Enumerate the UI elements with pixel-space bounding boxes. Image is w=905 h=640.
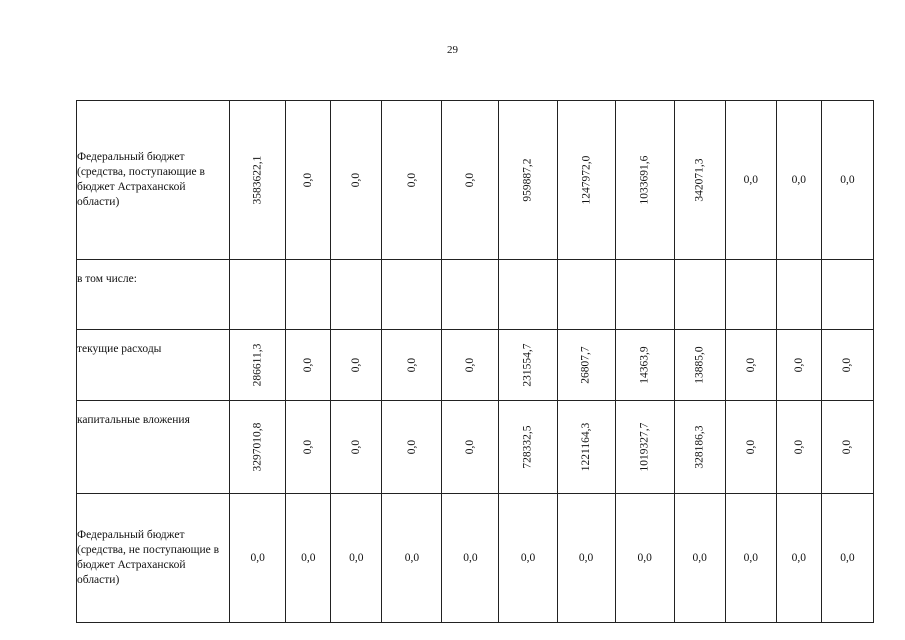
value-cell xyxy=(674,401,725,494)
row-label: капитальные вложения xyxy=(77,414,190,426)
table-row xyxy=(77,401,874,494)
cell-value: 0,0 xyxy=(792,439,805,455)
cell-value: 3297010,8 xyxy=(251,422,264,472)
cell-value: 286611,3 xyxy=(251,343,264,387)
value-cell-inner xyxy=(382,401,441,493)
value-cell xyxy=(557,494,615,623)
cell-value: 0,0 xyxy=(350,439,363,455)
table-row xyxy=(77,330,874,401)
value-cell xyxy=(615,494,674,623)
value-cell xyxy=(382,330,442,401)
row-label: Федеральный бюджет (средства, не поступающие в бюджет Астраханской области) xyxy=(77,529,220,586)
value-cell xyxy=(557,260,615,330)
cell-value: 0,0 xyxy=(791,552,806,564)
cell-value: 1221164,3 xyxy=(580,422,593,472)
cell-value: 0,0 xyxy=(404,552,420,564)
value-cell-inner xyxy=(675,101,725,259)
cell-value: 26807,7 xyxy=(580,346,593,384)
value-cell xyxy=(230,401,286,494)
value-cell xyxy=(499,401,557,494)
value-cell xyxy=(442,401,499,494)
cell-value: 959887,2 xyxy=(522,158,535,202)
value-cell-inner xyxy=(230,101,285,259)
table-row xyxy=(77,260,874,330)
cell-value: 0,0 xyxy=(349,552,364,564)
cell-value: 0,0 xyxy=(841,357,854,373)
value-cell xyxy=(499,330,557,401)
value-cell-inner xyxy=(822,260,873,329)
cell-value: 0,0 xyxy=(405,357,418,373)
cell-value: 231554,7 xyxy=(522,343,535,387)
value-cell xyxy=(331,401,382,494)
value-cell xyxy=(557,401,615,494)
cell-value: 0,0 xyxy=(250,552,265,564)
cell-value: 0,0 xyxy=(840,174,855,186)
value-cell xyxy=(442,494,499,623)
value-cell-inner xyxy=(331,260,381,329)
value-cell-inner xyxy=(777,401,821,493)
budget-table xyxy=(76,100,874,623)
value-cell-inner xyxy=(616,330,674,400)
cell-value: 0,0 xyxy=(791,174,806,186)
cell-value: 0,0 xyxy=(302,357,315,373)
cell-value: 0,0 xyxy=(464,439,477,455)
row-label-cell xyxy=(77,260,230,330)
value-cell xyxy=(674,260,725,330)
value-cell-inner xyxy=(442,101,498,259)
value-cell xyxy=(499,494,557,623)
value-cell xyxy=(821,401,873,494)
row-label: текущие расходы xyxy=(77,343,162,355)
value-cell xyxy=(286,330,331,401)
value-cell-inner xyxy=(822,330,873,400)
value-cell xyxy=(442,330,499,401)
value-cell xyxy=(286,401,331,494)
cell-value: 0,0 xyxy=(744,439,757,455)
value-cell xyxy=(557,101,615,260)
value-cell xyxy=(382,260,442,330)
value-cell xyxy=(725,401,776,494)
row-label-cell xyxy=(77,494,230,623)
value-cell xyxy=(230,101,286,260)
value-cell xyxy=(331,260,382,330)
cell-value: 0,0 xyxy=(744,357,757,373)
cell-value: 0,0 xyxy=(350,357,363,373)
value-cell-inner xyxy=(616,260,674,329)
value-cell-inner xyxy=(442,494,498,622)
value-cell xyxy=(230,494,286,623)
value-cell-inner xyxy=(616,401,674,493)
cell-value: 0,0 xyxy=(463,552,478,564)
cell-value: 0,0 xyxy=(840,552,855,564)
value-cell-inner xyxy=(616,101,674,259)
table-body xyxy=(77,101,874,623)
value-cell-inner xyxy=(675,401,725,493)
row-label-cell xyxy=(77,401,230,494)
value-cell-inner xyxy=(726,330,776,400)
table-row xyxy=(77,494,874,623)
value-cell-inner xyxy=(777,260,821,329)
value-cell-inner xyxy=(442,330,498,400)
cell-value: 0,0 xyxy=(520,552,536,564)
cell-value: 0,0 xyxy=(692,552,707,564)
value-cell-inner xyxy=(331,330,381,400)
cell-value: 1033691,6 xyxy=(638,155,651,205)
value-cell-inner xyxy=(230,401,285,493)
cell-value: 1019327,7 xyxy=(638,422,651,472)
cell-value: 0,0 xyxy=(301,552,316,564)
cell-value: 0,0 xyxy=(302,172,315,188)
value-cell-inner xyxy=(442,260,498,329)
cell-value: 0,0 xyxy=(792,357,805,373)
value-cell-inner xyxy=(230,330,285,400)
value-cell-inner xyxy=(230,260,285,329)
row-label-cell xyxy=(77,101,230,260)
value-cell-inner xyxy=(558,101,615,259)
cell-value: 0,0 xyxy=(743,552,758,564)
value-cell xyxy=(776,101,821,260)
value-cell xyxy=(286,494,331,623)
value-cell xyxy=(331,330,382,401)
value-cell-inner xyxy=(822,494,873,622)
row-label-cell xyxy=(77,330,230,401)
row-label: в том числе: xyxy=(77,273,137,285)
value-cell xyxy=(821,260,873,330)
value-cell-inner xyxy=(499,260,556,329)
value-cell xyxy=(776,401,821,494)
value-cell xyxy=(615,330,674,401)
cell-value: 0,0 xyxy=(302,439,315,455)
value-cell xyxy=(674,494,725,623)
value-cell-inner xyxy=(331,401,381,493)
cell-value: 0,0 xyxy=(464,172,477,188)
value-cell-inner xyxy=(382,101,441,259)
value-cell xyxy=(230,260,286,330)
value-cell xyxy=(725,494,776,623)
value-cell-inner xyxy=(558,330,615,400)
value-cell-inner xyxy=(558,494,615,622)
cell-value: 0,0 xyxy=(350,172,363,188)
value-cell-inner xyxy=(558,260,615,329)
value-cell-inner xyxy=(822,101,873,259)
value-cell xyxy=(725,330,776,401)
cell-value: 0,0 xyxy=(464,357,477,373)
value-cell-inner xyxy=(499,330,556,400)
value-cell xyxy=(286,101,331,260)
value-cell xyxy=(821,101,873,260)
value-cell xyxy=(776,494,821,623)
value-cell xyxy=(821,494,873,623)
value-cell-inner xyxy=(499,101,556,259)
value-cell-inner xyxy=(382,330,441,400)
value-cell-inner xyxy=(675,260,725,329)
cell-value: 14363,9 xyxy=(638,346,651,384)
cell-value: 3583622,1 xyxy=(251,155,264,205)
value-cell xyxy=(674,330,725,401)
value-cell-inner xyxy=(777,101,821,259)
value-cell-inner xyxy=(726,260,776,329)
value-cell xyxy=(499,101,557,260)
value-cell xyxy=(230,330,286,401)
value-cell xyxy=(615,260,674,330)
cell-value: 0,0 xyxy=(405,439,418,455)
value-cell xyxy=(725,101,776,260)
value-cell-inner xyxy=(230,494,285,622)
row-label: Федеральный бюджет (средства, поступающие в бюджет Астраханской области) xyxy=(77,151,205,208)
page-number: 29 xyxy=(447,44,458,56)
value-cell-inner xyxy=(726,101,776,259)
value-cell xyxy=(382,401,442,494)
value-cell-inner xyxy=(726,494,776,622)
cell-value: 0,0 xyxy=(578,552,594,564)
value-cell xyxy=(382,101,442,260)
value-cell xyxy=(725,260,776,330)
value-cell-inner xyxy=(286,401,330,493)
cell-value: 0,0 xyxy=(841,439,854,455)
value-cell xyxy=(442,101,499,260)
value-cell-inner xyxy=(675,494,725,622)
value-cell xyxy=(382,494,442,623)
value-cell-inner xyxy=(331,101,381,259)
value-cell xyxy=(499,260,557,330)
value-cell-inner xyxy=(822,401,873,493)
value-cell-inner xyxy=(286,330,330,400)
value-cell xyxy=(776,260,821,330)
value-cell-inner xyxy=(675,330,725,400)
value-cell-inner xyxy=(777,330,821,400)
value-cell xyxy=(557,330,615,401)
cell-value: 13885,0 xyxy=(693,346,706,384)
table-row xyxy=(77,101,874,260)
value-cell-inner xyxy=(286,494,330,622)
value-cell-inner xyxy=(499,494,556,622)
value-cell-inner xyxy=(499,401,556,493)
value-cell xyxy=(615,401,674,494)
value-cell-inner xyxy=(726,401,776,493)
value-cell-inner xyxy=(558,401,615,493)
cell-value: 0,0 xyxy=(637,552,652,564)
value-cell xyxy=(286,260,331,330)
value-cell-inner xyxy=(442,401,498,493)
value-cell xyxy=(821,330,873,401)
value-cell xyxy=(674,101,725,260)
value-cell xyxy=(331,101,382,260)
cell-value: 728332,5 xyxy=(522,425,535,469)
value-cell xyxy=(776,330,821,401)
cell-value: 0,0 xyxy=(405,172,418,188)
value-cell-inner xyxy=(382,494,441,622)
cell-value: 342071,3 xyxy=(693,158,706,202)
value-cell-inner xyxy=(331,494,381,622)
value-cell-inner xyxy=(286,101,330,259)
value-cell-inner xyxy=(616,494,674,622)
value-cell-inner xyxy=(382,260,441,329)
cell-value: 328186,3 xyxy=(693,425,706,469)
value-cell xyxy=(442,260,499,330)
cell-value: 0,0 xyxy=(743,174,758,186)
value-cell-inner xyxy=(777,494,821,622)
cell-value: 1247972,0 xyxy=(580,155,593,205)
value-cell xyxy=(331,494,382,623)
value-cell xyxy=(615,101,674,260)
value-cell-inner xyxy=(286,260,330,329)
